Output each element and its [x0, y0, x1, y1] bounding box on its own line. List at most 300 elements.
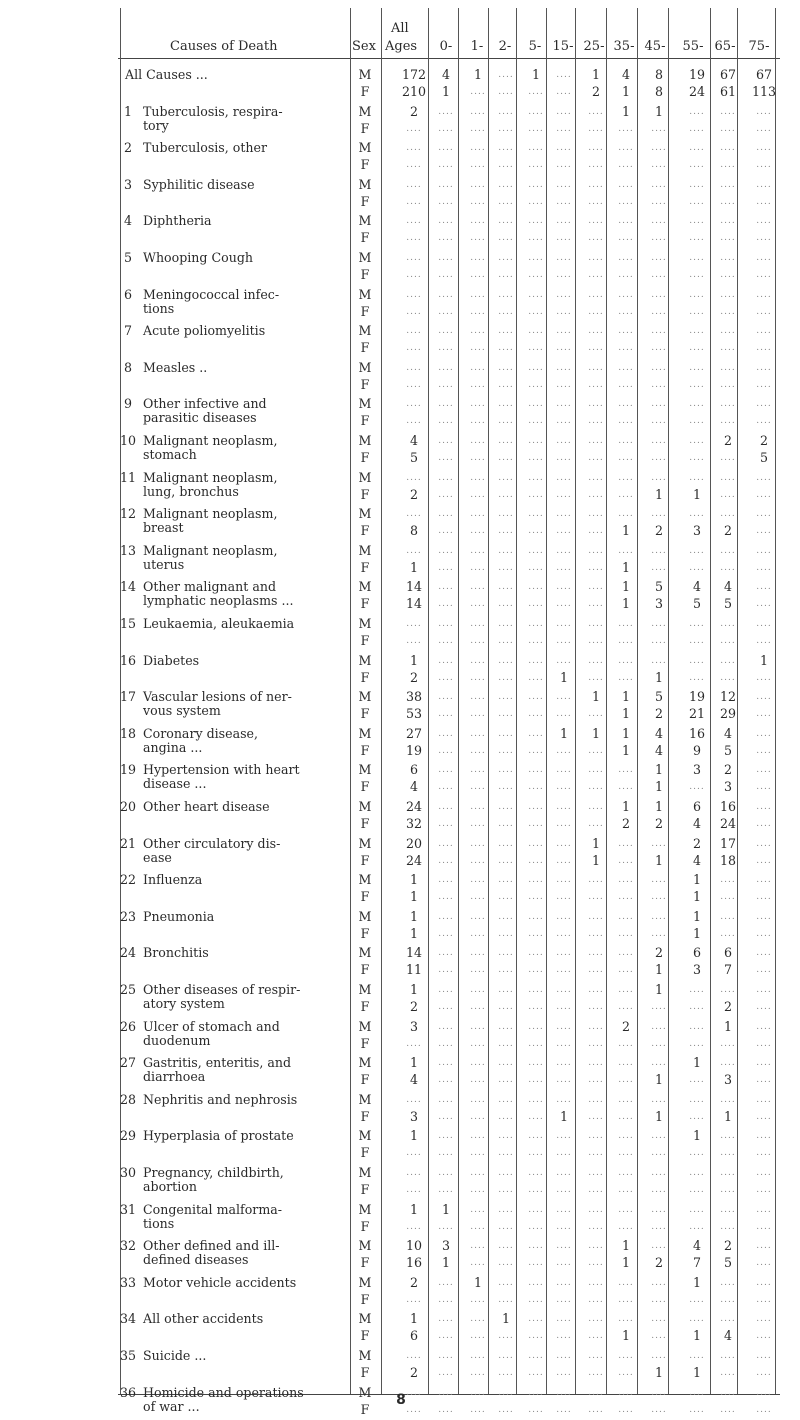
- empty-cell: ....: [588, 289, 604, 300]
- empty-cell: ....: [498, 472, 514, 483]
- empty-cell: ....: [588, 1002, 604, 1012]
- count-cell: 1: [621, 1255, 630, 1271]
- empty-cell: ....: [406, 1294, 422, 1305]
- empty-cell: ....: [556, 306, 572, 317]
- empty-cell: ....: [689, 782, 705, 793]
- empty-cell: ....: [756, 233, 772, 244]
- sex-male: M: [358, 542, 372, 558]
- empty-cell: ....: [556, 399, 572, 410]
- cause-label: [143, 800, 373, 814]
- count-cell: 4: [723, 1328, 732, 1344]
- empty-cell: ....: [756, 911, 772, 922]
- empty-cell: ....: [618, 1221, 634, 1232]
- empty-cell: ....: [470, 965, 486, 976]
- empty-cell: ....: [756, 1168, 772, 1178]
- empty-cell: ....: [528, 270, 544, 280]
- empty-cell: ....: [651, 306, 667, 317]
- cause-name-continued: tions: [143, 1215, 175, 1231]
- empty-cell: ....: [720, 1094, 736, 1105]
- empty-cell: ....: [556, 289, 572, 300]
- empty-cell: ....: [498, 1351, 514, 1361]
- empty-cell: ....: [588, 948, 604, 959]
- empty-cell: ....: [498, 289, 514, 300]
- empty-cell: ....: [651, 1294, 667, 1305]
- empty-cell: ....: [556, 948, 572, 959]
- count-cell: 4: [692, 1238, 701, 1254]
- empty-cell: ....: [556, 1094, 572, 1105]
- count-cell: 1: [621, 689, 630, 705]
- empty-cell: ....: [720, 1038, 736, 1049]
- empty-cell: ....: [618, 1314, 634, 1325]
- empty-cell: ....: [498, 253, 514, 263]
- empty-cell: ....: [556, 619, 572, 629]
- empty-cell: ....: [720, 326, 736, 337]
- empty-cell: ....: [556, 562, 572, 573]
- empty-cell: ....: [588, 1131, 604, 1142]
- empty-cell: ....: [651, 1277, 667, 1288]
- header-age-2: 2-: [498, 39, 512, 54]
- empty-cell: ....: [556, 1368, 572, 1378]
- sex-male: M: [358, 1238, 372, 1254]
- empty-cell: ....: [438, 562, 454, 573]
- cause-name: Whooping Cough: [143, 250, 253, 265]
- empty-cell: ....: [498, 1131, 514, 1142]
- empty-cell: ....: [470, 216, 486, 227]
- empty-cell: ....: [588, 1387, 604, 1398]
- empty-cell: ....: [406, 233, 422, 244]
- empty-cell: ....: [498, 106, 514, 117]
- empty-cell: ....: [588, 875, 604, 886]
- empty-cell: ....: [528, 948, 544, 959]
- empty-cell: ....: [470, 143, 486, 154]
- empty-cell: ....: [588, 472, 604, 483]
- empty-cell: ....: [406, 343, 422, 354]
- empty-cell: ....: [651, 1185, 667, 1195]
- cause-label: [143, 946, 373, 960]
- empty-cell: ....: [498, 911, 514, 922]
- empty-cell: ....: [498, 1148, 514, 1159]
- empty-cell: ....: [618, 1387, 634, 1398]
- count-cell: 1: [654, 779, 663, 795]
- empty-cell: ....: [498, 526, 514, 537]
- empty-cell: ....: [651, 655, 667, 666]
- count-cell: 2: [723, 433, 732, 448]
- empty-cell: ....: [720, 1204, 736, 1215]
- cause-number: 7: [124, 323, 133, 339]
- sex-male: M: [358, 1348, 372, 1363]
- empty-cell: ....: [588, 965, 604, 976]
- empty-cell: ....: [498, 216, 514, 227]
- count-cell: 21: [688, 706, 706, 722]
- empty-cell: ....: [618, 1148, 634, 1159]
- count-cell: 5: [723, 596, 732, 612]
- empty-cell: ....: [588, 655, 604, 666]
- empty-cell: ....: [720, 1387, 736, 1398]
- empty-cell: ....: [588, 453, 604, 463]
- empty-cell: ....: [438, 672, 454, 683]
- sex-male: M: [358, 213, 372, 229]
- count-cell: 1: [501, 1311, 510, 1327]
- empty-cell: ....: [498, 509, 514, 520]
- empty-cell: ....: [756, 745, 772, 756]
- empty-cell: ....: [618, 619, 634, 629]
- empty-cell: ....: [689, 545, 705, 556]
- sex-female: F: [360, 816, 370, 831]
- empty-cell: ....: [406, 143, 422, 154]
- sex-female: F: [360, 596, 370, 612]
- empty-cell: ....: [588, 709, 604, 720]
- empty-cell: ....: [438, 1111, 454, 1122]
- empty-cell: ....: [498, 87, 514, 97]
- empty-cell: ....: [756, 1038, 772, 1049]
- empty-cell: ....: [438, 948, 454, 959]
- empty-cell: ....: [588, 672, 604, 683]
- sex-female: F: [360, 84, 370, 99]
- count-cell: 2: [723, 762, 732, 778]
- count-cell: 1: [473, 1274, 482, 1290]
- cause-label: [143, 105, 373, 133]
- header-age-35: 35-: [613, 39, 635, 54]
- count-cell: 1: [692, 1328, 701, 1344]
- empty-cell: ....: [588, 1075, 604, 1086]
- empty-cell: ....: [689, 1094, 705, 1105]
- empty-cell: ....: [438, 1021, 454, 1032]
- count-cell: 1: [621, 559, 630, 575]
- count-cell: 1: [621, 84, 630, 99]
- empty-cell: ....: [438, 123, 454, 134]
- cause-number: 8: [124, 359, 133, 375]
- count-cell: 2: [759, 433, 768, 448]
- empty-cell: ....: [528, 728, 544, 739]
- empty-cell: ....: [618, 545, 634, 556]
- count-cell: 53: [405, 706, 423, 722]
- empty-cell: ....: [651, 362, 667, 373]
- empty-cell: ....: [438, 1277, 454, 1288]
- empty-cell: ....: [438, 196, 454, 207]
- empty-cell: ....: [470, 253, 486, 263]
- empty-cell: ....: [438, 1131, 454, 1142]
- empty-cell: ....: [470, 509, 486, 520]
- cause-number: 33: [120, 1274, 137, 1290]
- header-rule: [118, 58, 780, 59]
- empty-cell: ....: [498, 306, 514, 317]
- cause-number: 3: [124, 176, 133, 192]
- empty-cell: ....: [588, 160, 604, 171]
- empty-cell: ....: [651, 838, 667, 849]
- empty-cell: ....: [618, 948, 634, 959]
- empty-cell: ....: [438, 472, 454, 483]
- empty-cell: ....: [528, 526, 544, 537]
- empty-cell: ....: [498, 436, 514, 446]
- empty-cell: ....: [720, 1148, 736, 1159]
- empty-cell: ....: [498, 143, 514, 154]
- empty-cell: ....: [689, 160, 705, 171]
- count-cell: 10: [405, 1238, 423, 1254]
- cause-name-continued: parasitic diseases: [143, 410, 257, 426]
- empty-cell: ....: [556, 453, 572, 463]
- empty-cell: ....: [470, 875, 486, 886]
- empty-cell: ....: [438, 745, 454, 756]
- empty-cell: ....: [756, 692, 772, 703]
- empty-cell: ....: [528, 399, 544, 410]
- count-cell: 67: [755, 67, 773, 82]
- count-cell: 4: [692, 579, 701, 595]
- empty-cell: ....: [438, 270, 454, 280]
- empty-cell: ....: [618, 216, 634, 227]
- count-cell: 2: [723, 523, 732, 539]
- empty-cell: ....: [556, 545, 572, 556]
- empty-cell: ....: [618, 343, 634, 354]
- count-cell: 6: [409, 762, 418, 778]
- cause-name-continued: uterus: [143, 556, 185, 572]
- empty-cell: ....: [556, 1404, 572, 1415]
- empty-cell: ....: [498, 1094, 514, 1105]
- count-cell: 2: [409, 1365, 418, 1380]
- empty-cell: ....: [528, 562, 544, 573]
- count-cell: 61: [719, 84, 737, 99]
- empty-cell: ....: [470, 1111, 486, 1122]
- cause-name: Diphtheria: [143, 213, 212, 229]
- empty-cell: ....: [588, 1021, 604, 1032]
- count-cell: 5: [654, 579, 663, 595]
- count-cell: 2: [409, 486, 418, 502]
- empty-cell: ....: [756, 802, 772, 812]
- empty-cell: ....: [756, 1221, 772, 1232]
- empty-cell: ....: [720, 1368, 736, 1378]
- empty-cell: ....: [756, 196, 772, 207]
- count-cell: 32: [405, 816, 423, 831]
- empty-cell: ....: [651, 253, 667, 263]
- empty-cell: ....: [651, 143, 667, 154]
- empty-cell: ....: [498, 875, 514, 886]
- empty-cell: ....: [556, 892, 572, 903]
- empty-cell: ....: [438, 1221, 454, 1232]
- empty-cell: ....: [689, 379, 705, 390]
- cause-label: [143, 654, 373, 668]
- empty-cell: ....: [470, 709, 486, 720]
- cause-name: Leukaemia, aleukaemia: [143, 616, 295, 631]
- empty-cell: ....: [438, 1294, 454, 1305]
- empty-cell: ....: [556, 1148, 572, 1159]
- empty-cell: ....: [556, 855, 572, 866]
- empty-cell: ....: [498, 489, 514, 500]
- cause-name-continued: lymphatic neoplasms ...: [143, 593, 294, 609]
- count-cell: 19: [405, 742, 423, 758]
- empty-cell: ....: [756, 1058, 772, 1069]
- empty-cell: ....: [406, 545, 422, 556]
- empty-cell: ....: [618, 782, 634, 793]
- empty-cell: ....: [470, 289, 486, 300]
- sex-female: F: [360, 340, 370, 356]
- cause-number: 23: [120, 908, 137, 924]
- cause-number: 9: [124, 396, 133, 412]
- cause-number: 31: [120, 1201, 137, 1217]
- empty-cell: ....: [618, 636, 634, 646]
- empty-cell: ....: [470, 472, 486, 483]
- empty-cell: ....: [588, 270, 604, 280]
- sex-female: F: [360, 706, 370, 722]
- empty-cell: ....: [406, 179, 422, 190]
- cause-name: Ulcer of stomach and: [143, 1018, 280, 1034]
- empty-cell: ....: [470, 1314, 486, 1325]
- empty-cell: ....: [651, 562, 667, 573]
- empty-cell: ....: [618, 1351, 634, 1361]
- empty-cell: ....: [756, 1131, 772, 1142]
- empty-cell: ....: [588, 582, 604, 593]
- cause-label: [143, 1349, 373, 1363]
- cause-name: Influenza: [143, 872, 203, 888]
- count-cell: 4: [692, 852, 701, 868]
- empty-cell: ....: [498, 1021, 514, 1032]
- count-cell: 1: [441, 1201, 450, 1217]
- count-cell: 2: [591, 84, 600, 99]
- empty-cell: ....: [528, 1331, 544, 1342]
- sex-male: M: [358, 1165, 372, 1180]
- empty-cell: ....: [438, 1314, 454, 1325]
- empty-cell: ....: [720, 892, 736, 903]
- empty-cell: ....: [528, 489, 544, 500]
- empty-cell: ....: [588, 636, 604, 646]
- empty-cell: ....: [651, 1021, 667, 1032]
- sex-female: F: [360, 450, 370, 465]
- empty-cell: ....: [689, 326, 705, 337]
- empty-cell: ....: [556, 362, 572, 373]
- empty-cell: ....: [498, 1368, 514, 1378]
- cause-number: 26: [120, 1018, 137, 1034]
- empty-cell: ....: [618, 509, 634, 520]
- empty-cell: ....: [528, 362, 544, 373]
- empty-cell: ....: [689, 306, 705, 317]
- empty-cell: ....: [720, 196, 736, 207]
- cause-number: 2: [124, 140, 133, 156]
- empty-cell: ....: [651, 1331, 667, 1342]
- empty-cell: ....: [588, 545, 604, 556]
- empty-cell: ....: [756, 709, 772, 720]
- empty-cell: ....: [528, 855, 544, 866]
- empty-cell: ....: [689, 1021, 705, 1032]
- empty-cell: ....: [406, 472, 422, 483]
- empty-cell: ....: [438, 143, 454, 154]
- count-cell: 6: [723, 945, 732, 961]
- empty-cell: ....: [528, 965, 544, 976]
- empty-cell: ....: [588, 1368, 604, 1378]
- empty-cell: ....: [618, 1058, 634, 1069]
- cause-label: [143, 1129, 373, 1143]
- empty-cell: ....: [689, 619, 705, 629]
- empty-cell: ....: [438, 892, 454, 903]
- count-cell: 2: [723, 999, 732, 1014]
- empty-cell: ....: [528, 233, 544, 244]
- empty-cell: ....: [720, 911, 736, 922]
- cause-name-continued: disease ...: [143, 776, 207, 792]
- cause-name-continued: of war ...: [143, 1398, 200, 1414]
- empty-cell: ....: [651, 892, 667, 903]
- empty-cell: ....: [756, 306, 772, 317]
- empty-cell: ....: [498, 1294, 514, 1305]
- empty-cell: ....: [438, 692, 454, 703]
- empty-cell: ....: [498, 672, 514, 683]
- empty-cell: ....: [756, 636, 772, 646]
- empty-cell: ....: [556, 911, 572, 922]
- empty-cell: ....: [720, 875, 736, 886]
- sex-female: F: [360, 742, 370, 758]
- empty-cell: ....: [756, 1351, 772, 1361]
- empty-cell: ....: [556, 1258, 572, 1269]
- empty-cell: ....: [651, 416, 667, 427]
- count-cell: 6: [409, 1328, 418, 1344]
- empty-cell: ....: [689, 1294, 705, 1305]
- empty-cell: ....: [689, 196, 705, 207]
- empty-cell: ....: [556, 782, 572, 793]
- empty-cell: ....: [588, 1094, 604, 1105]
- empty-cell: ....: [556, 472, 572, 483]
- empty-cell: ....: [756, 765, 772, 776]
- empty-cell: ....: [438, 1058, 454, 1069]
- empty-cell: ....: [556, 270, 572, 280]
- empty-cell: ....: [756, 1185, 772, 1195]
- empty-cell: ....: [588, 106, 604, 117]
- empty-cell: ....: [470, 655, 486, 666]
- empty-cell: ....: [406, 306, 422, 317]
- empty-cell: ....: [498, 1387, 514, 1398]
- cause-name: Measles ..: [143, 359, 208, 375]
- empty-cell: ....: [470, 1058, 486, 1069]
- empty-cell: ....: [438, 855, 454, 866]
- count-cell: 1: [692, 486, 701, 502]
- empty-cell: ....: [438, 362, 454, 373]
- empty-cell: ....: [556, 1351, 572, 1361]
- empty-cell: ....: [528, 1111, 544, 1122]
- count-cell: 4: [654, 725, 663, 741]
- empty-cell: ....: [720, 985, 736, 995]
- empty-cell: ....: [618, 1002, 634, 1012]
- count-cell: 18: [719, 852, 737, 868]
- empty-cell: ....: [720, 655, 736, 666]
- empty-cell: ....: [720, 106, 736, 117]
- empty-cell: ....: [528, 87, 544, 97]
- count-cell: 19: [688, 67, 706, 82]
- cause-name: Syphilitic disease: [143, 176, 255, 192]
- empty-cell: ....: [720, 179, 736, 190]
- empty-cell: ....: [470, 1002, 486, 1012]
- empty-cell: ....: [470, 985, 486, 995]
- cause-label: [125, 68, 355, 82]
- empty-cell: ....: [756, 1094, 772, 1105]
- empty-cell: ....: [720, 416, 736, 427]
- empty-cell: ....: [556, 692, 572, 703]
- empty-cell: ....: [470, 636, 486, 646]
- empty-cell: ....: [756, 1075, 772, 1086]
- empty-cell: ....: [651, 453, 667, 463]
- empty-cell: ....: [556, 1058, 572, 1069]
- empty-cell: ....: [406, 196, 422, 207]
- empty-cell: ....: [756, 819, 772, 829]
- empty-cell: ....: [556, 143, 572, 154]
- header-age-0: 0-: [439, 39, 453, 54]
- count-cell: 6: [692, 799, 701, 814]
- empty-cell: ....: [556, 1038, 572, 1049]
- cause-name: Other defined and ill-: [143, 1238, 280, 1254]
- empty-cell: ....: [689, 179, 705, 190]
- column-rule: [381, 8, 382, 1394]
- count-cell: 5: [723, 1255, 732, 1271]
- empty-cell: ....: [756, 253, 772, 263]
- empty-cell: ....: [588, 745, 604, 756]
- empty-cell: ....: [470, 1221, 486, 1232]
- empty-cell: ....: [651, 289, 667, 300]
- empty-cell: ....: [528, 655, 544, 666]
- empty-cell: ....: [556, 765, 572, 776]
